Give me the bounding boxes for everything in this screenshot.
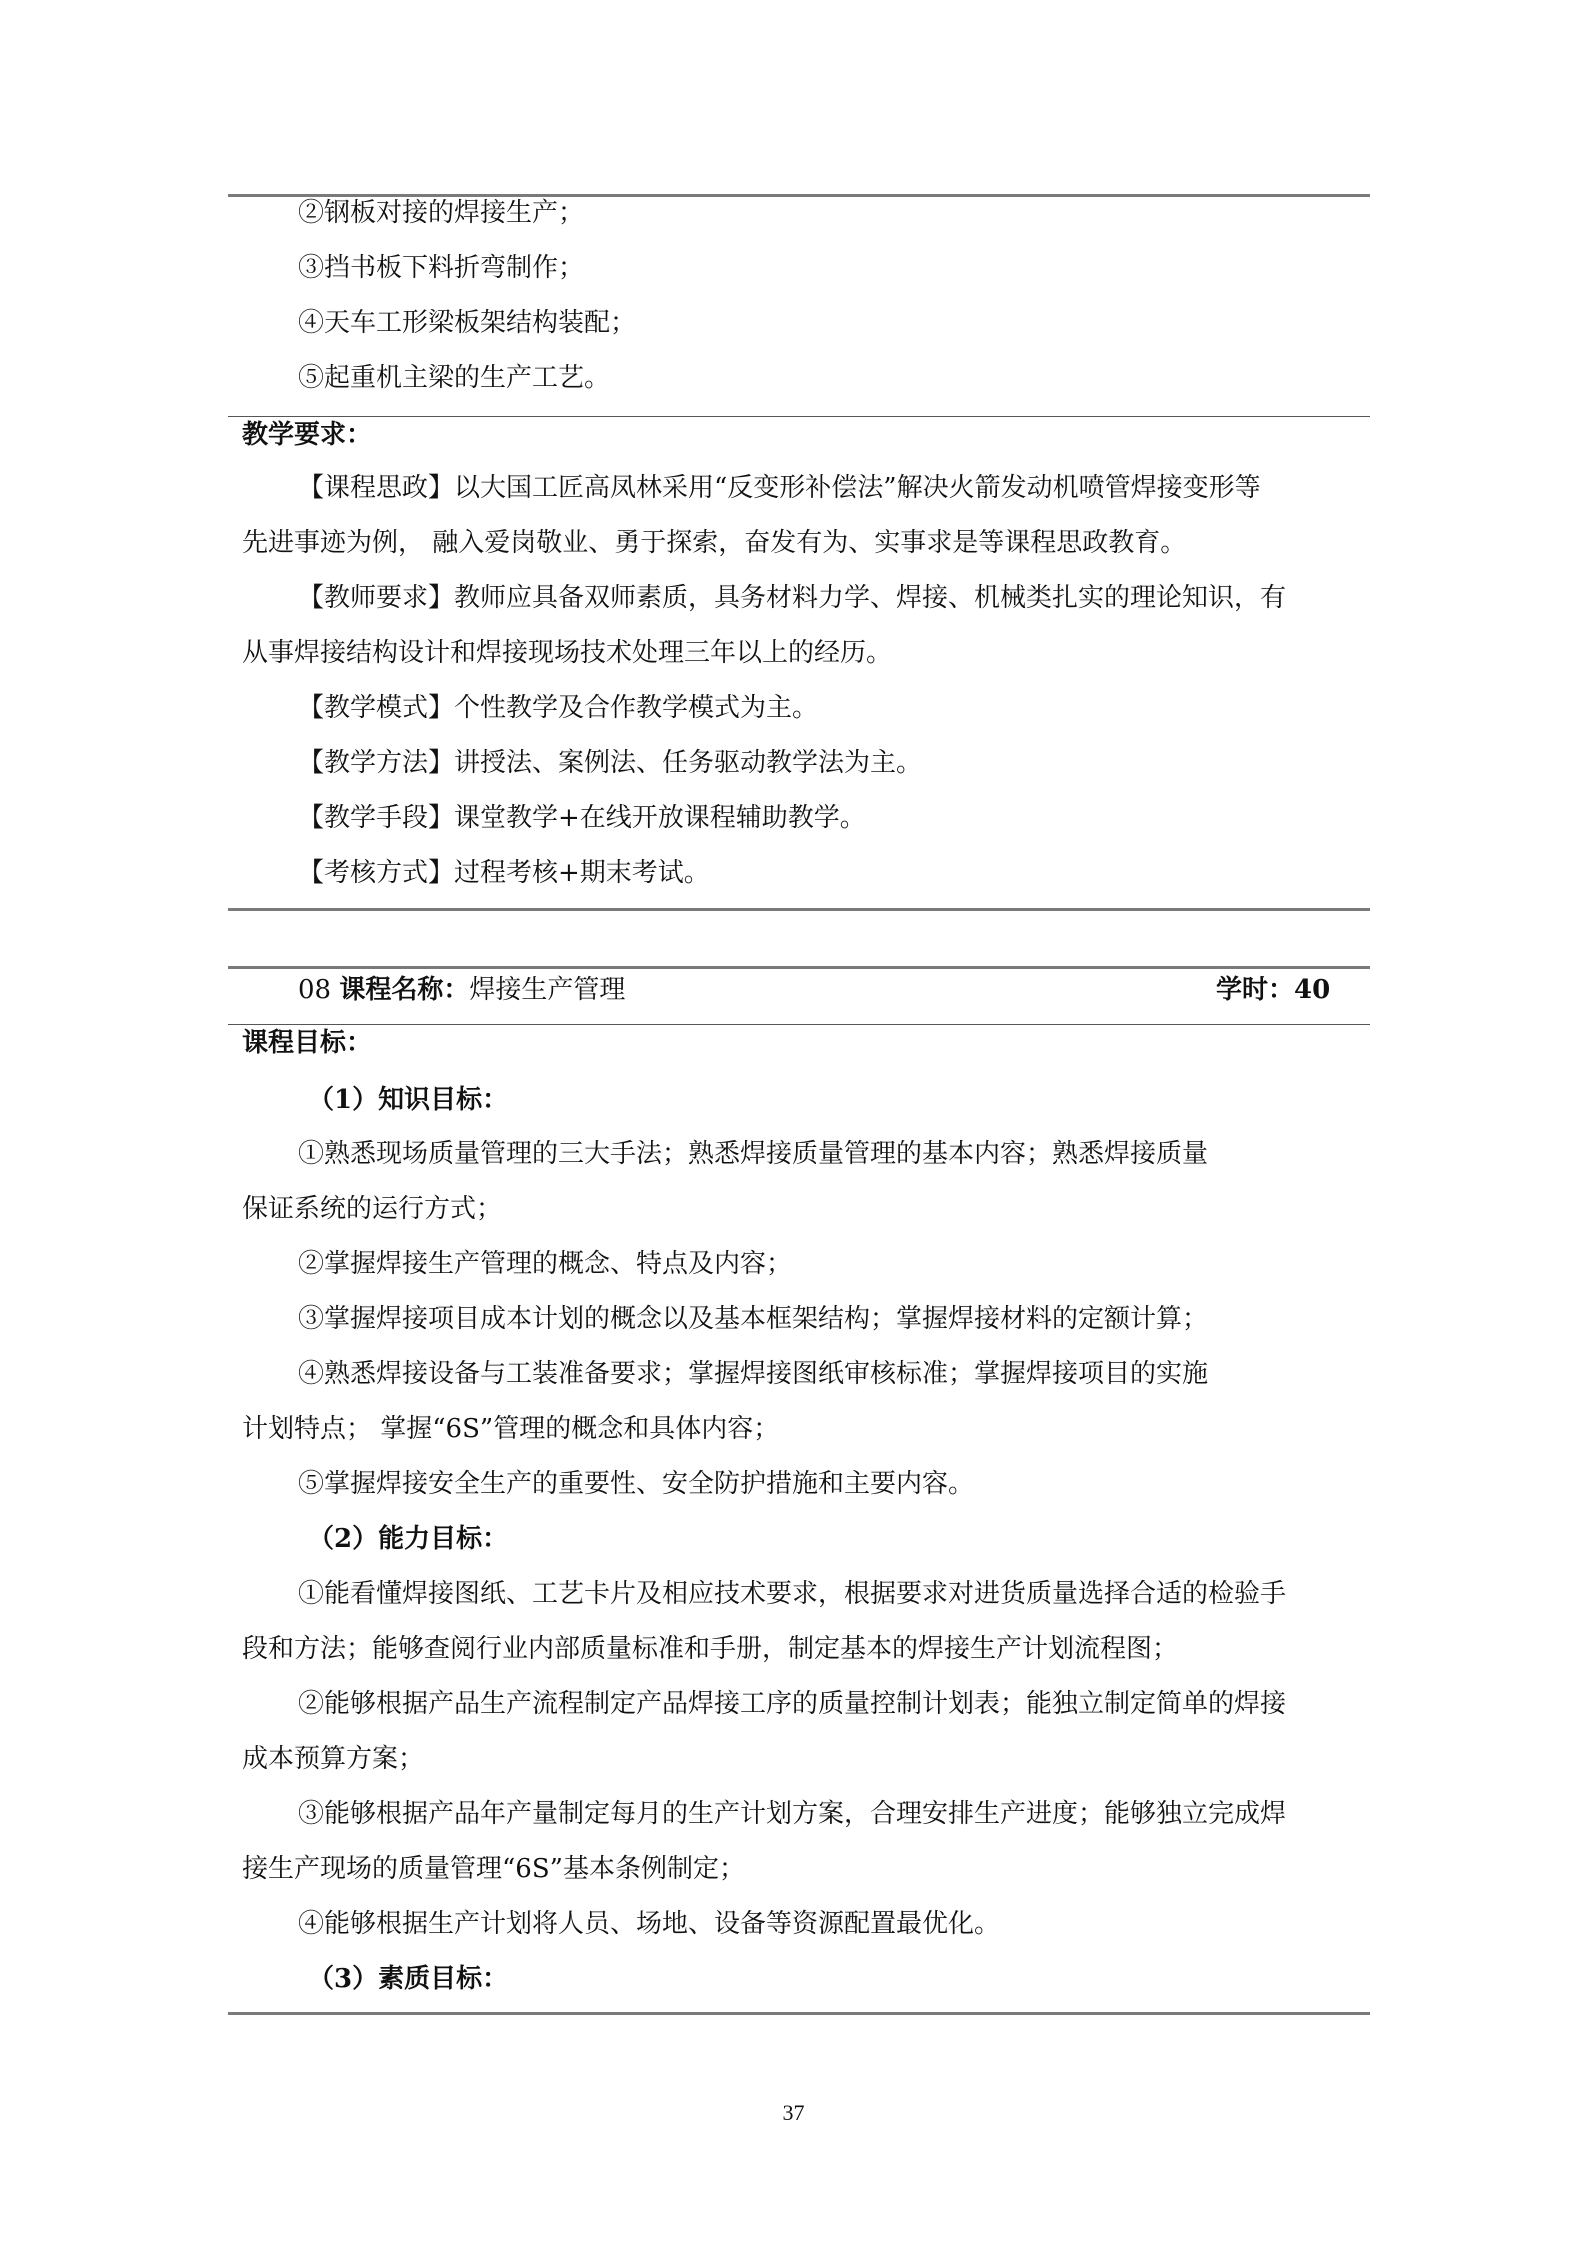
bottom-rule xyxy=(228,2012,1370,2015)
knowledge-goal-1-cont: 保证系统的运行方式； xyxy=(242,1194,503,1224)
ability-goal-3-cont: 接生产现场的质量管理“6S”基本条例制定； xyxy=(242,1854,745,1884)
knowledge-goal-4-cont: 计划特点； 掌握“6S”管理的概念和具体内容； xyxy=(242,1414,780,1444)
top-rule xyxy=(228,194,1370,197)
ideology-text: 【课程思政】以大国工匠高凤林采用“反变形补偿法”解决火箭发动机喷管焊接变形等 xyxy=(298,473,1261,503)
ability-goal-2: ②能够根据产品生产流程制定产品焊接工序的质量控制计划表；能独立制定简单的焊接 xyxy=(298,1689,1287,1719)
knowledge-goal-3: ③掌握焊接项目成本计划的概念以及基本框架结构；掌握焊接材料的定额计算； xyxy=(298,1304,1209,1334)
course-name: 焊接生产管理 xyxy=(469,975,626,1005)
divider xyxy=(228,1024,1370,1025)
ability-goal-3: ③能够根据产品年产量制定每月的生产计划方案，合理安排生产进度；能够独立完成焊 xyxy=(298,1799,1287,1829)
course-number: 08 xyxy=(298,975,332,1005)
list-item: ④天车工形梁板架结构装配； xyxy=(298,308,637,338)
course-hours xyxy=(1216,975,1330,1005)
knowledge-goal-5: ⑤掌握焊接安全生产的重要性、安全防护措施和主要内容。 xyxy=(298,1469,975,1499)
teaching-mode-text: 【教学模式】个性教学及合作教学模式为主。 xyxy=(298,693,819,723)
teacher-requirement-text-cont: 从事焊接结构设计和焊接现场技术处理三年以上的经历。 xyxy=(242,638,893,668)
ability-goal-2-cont: 成本预算方案； xyxy=(242,1744,425,1774)
knowledge-goal-4: ④熟悉焊接设备与工装准备要求；掌握焊接图纸审核标准；掌握焊接项目的实施 xyxy=(298,1359,1209,1389)
ability-goals-heading: （2）能力目标： xyxy=(308,1524,509,1554)
list-item: ③挡书板下料折弯制作； xyxy=(298,253,585,283)
hours-label: 学时： xyxy=(1216,975,1295,1005)
quality-goals-heading: （3）素质目标： xyxy=(308,1964,509,1994)
page-number: 37 xyxy=(782,2100,805,2125)
teaching-method-text: 【教学方法】讲授法、案例法、任务驱动教学法为主。 xyxy=(298,748,923,778)
assessment-text: 【考核方式】过程考核+期末考试。 xyxy=(298,858,710,888)
divider xyxy=(228,416,1370,417)
ability-goal-4: ④能够根据生产计划将人员、场地、设备等资源配置最优化。 xyxy=(298,1909,1001,1939)
hours-value: 40 xyxy=(1294,975,1331,1005)
knowledge-goal-2: ②掌握焊接生产管理的概念、特点及内容； xyxy=(298,1249,793,1279)
course-goals-heading: 课程目标： xyxy=(242,1028,373,1058)
ideology-text-cont: 先进事迹为例， 融入爱岗敬业、勇于探索，奋发有为、实事求是等课程思政教育。 xyxy=(242,528,1187,558)
list-item: ⑤起重机主梁的生产工艺。 xyxy=(298,363,611,393)
course-title-row xyxy=(298,975,625,1005)
teaching-means-text: 【教学手段】课堂教学+在线开放课程辅助教学。 xyxy=(298,803,866,833)
ability-goal-1: ①能看懂焊接图纸、工艺卡片及相应技术要求，根据要求对进货质量选择合适的检验手 xyxy=(298,1579,1287,1609)
section-end-rule xyxy=(228,908,1370,911)
knowledge-goals-heading: （1）知识目标： xyxy=(308,1085,509,1115)
course-name-label: 课程名称： xyxy=(339,975,470,1005)
list-item: ②钢板对接的焊接生产； xyxy=(298,198,585,228)
section-start-rule xyxy=(228,966,1370,969)
teaching-requirements-heading: 教学要求： xyxy=(242,420,373,450)
teacher-requirement-text: 【教师要求】教师应具备双师素质，具务材料力学、焊接、机械类扎实的理论知识，有 xyxy=(298,583,1287,613)
ability-goal-1-cont: 段和方法；能够查阅行业内部质量标准和手册，制定基本的焊接生产计划流程图； xyxy=(242,1634,1179,1664)
knowledge-goal-1: ①熟悉现场质量管理的三大手法；熟悉焊接质量管理的基本内容；熟悉焊接质量 xyxy=(298,1139,1209,1169)
